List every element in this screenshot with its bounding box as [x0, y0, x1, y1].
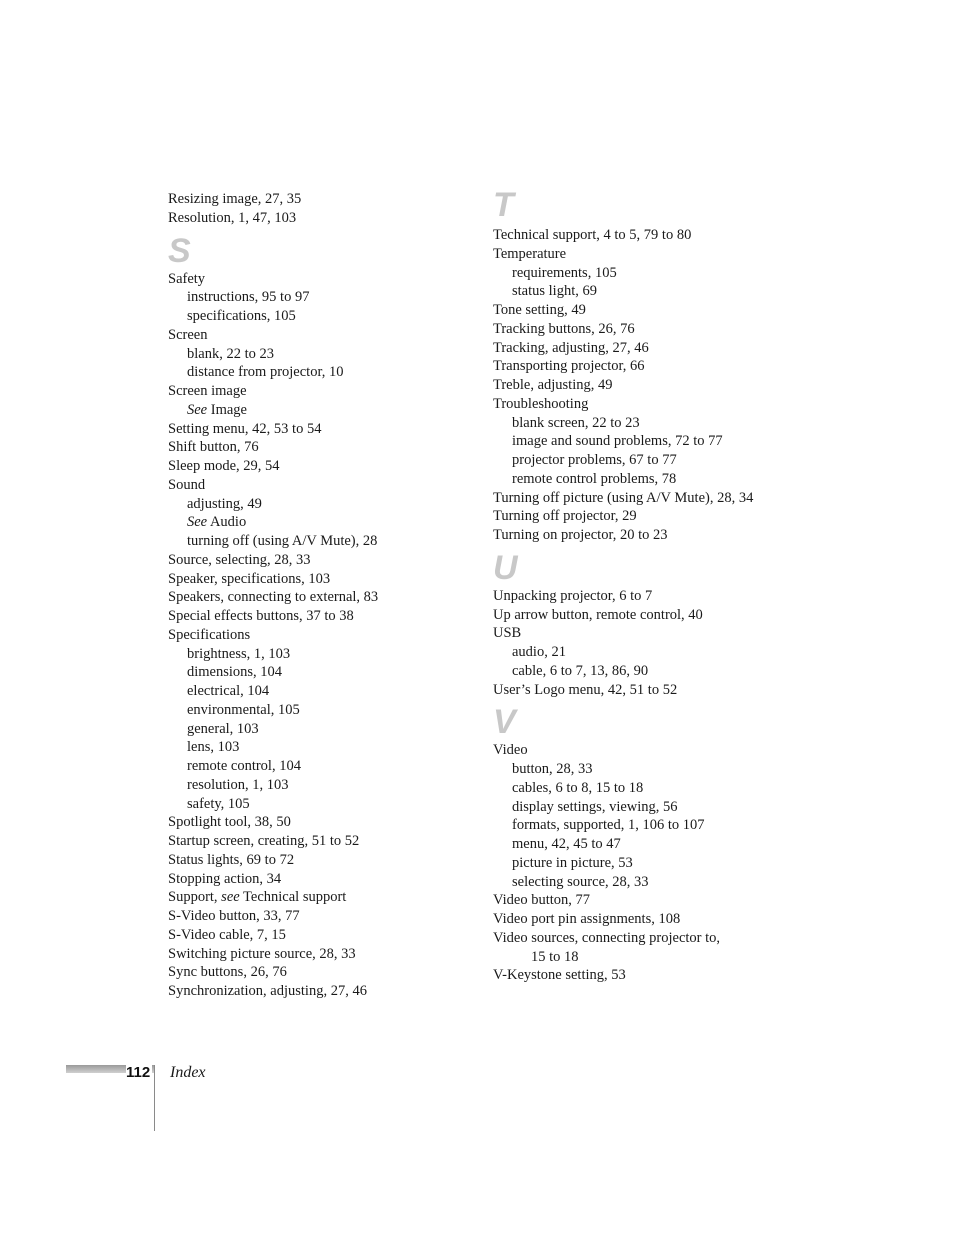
index-entry: Speaker, specifications, 103 — [168, 570, 331, 587]
index-subentry: resolution, 1, 103 — [187, 776, 289, 793]
index-entry: Tracking buttons, 26, 76 — [493, 320, 635, 337]
index-column-left — [168, 190, 468, 1001]
index-column-right — [493, 188, 813, 985]
index-subentry: instructions, 95 to 97 — [187, 289, 310, 306]
section-name: Index — [170, 1064, 206, 1081]
index-entry: Tone setting, 49 — [493, 302, 586, 318]
index-subentry: button, 28, 33 — [512, 761, 593, 777]
index-entry: Screen — [168, 326, 208, 343]
index-entry: Synchronization, adjusting, 27, 46 — [168, 983, 367, 999]
index-entry: Up arrow button, remote control, 40 — [493, 606, 703, 623]
index-entry: Spotlight tool, 38, 50 — [168, 814, 291, 831]
index-entry: Turning off picture (using A/V Mute), 28, 34 — [493, 489, 754, 506]
index-entry: Temperature — [493, 245, 567, 262]
index-letter-heading: S — [168, 231, 191, 270]
index-subentry: turning off (using A/V Mute), 28 — [187, 533, 378, 549]
index-entry: Special effects buttons, 37 to 38 — [168, 608, 354, 624]
index-subentry: environmental, 105 — [187, 701, 300, 718]
index-subentry: display settings, viewing, 56 — [512, 798, 678, 815]
index-letter-heading: T — [493, 186, 514, 224]
index-subentry: specifications, 105 — [187, 308, 296, 324]
index-subentry: dimensions, 104 — [187, 664, 283, 681]
index-entry: Specifications — [168, 626, 251, 643]
index-subentry: cables, 6 to 8, 15 to 18 — [512, 779, 644, 796]
index-entry: Switching picture source, 28, 33 — [168, 945, 356, 962]
index-entry: Status lights, 69 to 72 — [168, 851, 295, 868]
index-entry: Unpacking projector, 6 to 7 — [493, 587, 653, 604]
index-entry: Screen image — [168, 383, 247, 399]
index-entry: Stopping action, 34 — [168, 870, 282, 887]
index-entry: Turning on projector, 20 to 23 — [493, 527, 668, 543]
entry-text: Image — [207, 401, 247, 418]
index-subentry: status light, 69 — [512, 283, 597, 300]
index-subentry: requirements, 105 — [512, 264, 617, 281]
page-number: 112 — [126, 1064, 151, 1081]
index-entry: Sync buttons, 26, 76 — [168, 964, 287, 981]
index-entry: S-Video button, 33, 77 — [168, 908, 300, 924]
index-subentry: remote control, 104 — [187, 758, 301, 774]
index-entry: Resizing image, 27, 35 — [168, 191, 302, 207]
index-subentry: 15 to 18 — [531, 948, 579, 965]
index-entry: Source, selecting, 28, 33 — [168, 551, 311, 568]
cross-reference-label: See — [187, 514, 208, 531]
index-subentry: general, 103 — [187, 720, 259, 737]
index-letter-heading: V — [493, 703, 516, 742]
index-subentry: menu, 42, 45 to 47 — [512, 836, 621, 852]
index-subentry: brightness, 1, 103 — [187, 645, 291, 662]
index-entry: Video sources, connecting projector to, — [493, 929, 721, 946]
index-subentry: formats, supported, 1, 106 to 107 — [512, 817, 705, 834]
index-entry: Safety — [168, 270, 206, 287]
index-subentry: blank screen, 22 to 23 — [512, 414, 640, 431]
index-entry: Video — [493, 742, 528, 759]
index-entry: Sound — [168, 476, 206, 493]
index-entry — [168, 888, 468, 907]
index-entry: Startup screen, creating, 51 to 52 — [168, 833, 360, 849]
entry-text: Support, — [168, 889, 222, 906]
index-entry: Treble, adjusting, 49 — [493, 377, 613, 393]
cross-reference-label: see — [221, 889, 240, 906]
index-subentry: selecting source, 28, 33 — [512, 873, 649, 890]
index-subentry: audio, 21 — [512, 644, 566, 660]
index-letter-heading: U — [493, 548, 518, 587]
index-entry: Setting menu, 42, 53 to 54 — [168, 420, 322, 437]
index-entry: USB — [493, 625, 522, 642]
index-subentry: safety, 105 — [187, 795, 250, 812]
entry-text: Technical support — [239, 889, 347, 906]
index-subentry: picture in picture, 53 — [512, 854, 633, 871]
index-entry: Speakers, connecting to external, 83 — [168, 589, 379, 606]
index-entry: Turning off projector, 29 — [493, 508, 637, 525]
index-entry: S-Video cable, 7, 15 — [168, 926, 286, 943]
index-subentry: blank, 22 to 23 — [187, 345, 274, 362]
index-subentry: adjusting, 49 — [187, 495, 262, 512]
index-entry: Troubleshooting — [493, 395, 589, 412]
cross-reference-label: See — [187, 401, 208, 418]
entry-text: Audio — [207, 514, 247, 531]
index-subentry: lens, 103 — [187, 739, 240, 756]
index-subentry: projector problems, 67 to 77 — [512, 452, 677, 468]
index-entry: V-Keystone setting, 53 — [493, 967, 626, 984]
index-subentry — [168, 513, 468, 532]
index-subentry: cable, 6 to 7, 13, 86, 90 — [512, 662, 649, 679]
index-subentry — [168, 401, 468, 420]
index-entry: Technical support, 4 to 5, 79 to 80 — [493, 227, 692, 243]
index-entry: Resolution, 1, 47, 103 — [168, 209, 297, 226]
index-entry: Video port pin assignments, 108 — [493, 911, 681, 927]
index-entry: Video button, 77 — [493, 892, 590, 909]
index-entry: Sleep mode, 29, 54 — [168, 458, 280, 474]
index-entry: Shift button, 76 — [168, 439, 259, 456]
footer-rule — [154, 1065, 155, 1131]
index-entry: Tracking, adjusting, 27, 46 — [493, 339, 649, 356]
index-subentry: distance from projector, 10 — [187, 364, 344, 381]
index-subentry: electrical, 104 — [187, 683, 270, 699]
index-entry: User’s Logo menu, 42, 51 to 52 — [493, 681, 678, 698]
index-entry: Transporting projector, 66 — [493, 358, 645, 375]
index-subentry: image and sound problems, 72 to 77 — [512, 433, 723, 450]
index-subentry: remote control problems, 78 — [512, 470, 677, 487]
